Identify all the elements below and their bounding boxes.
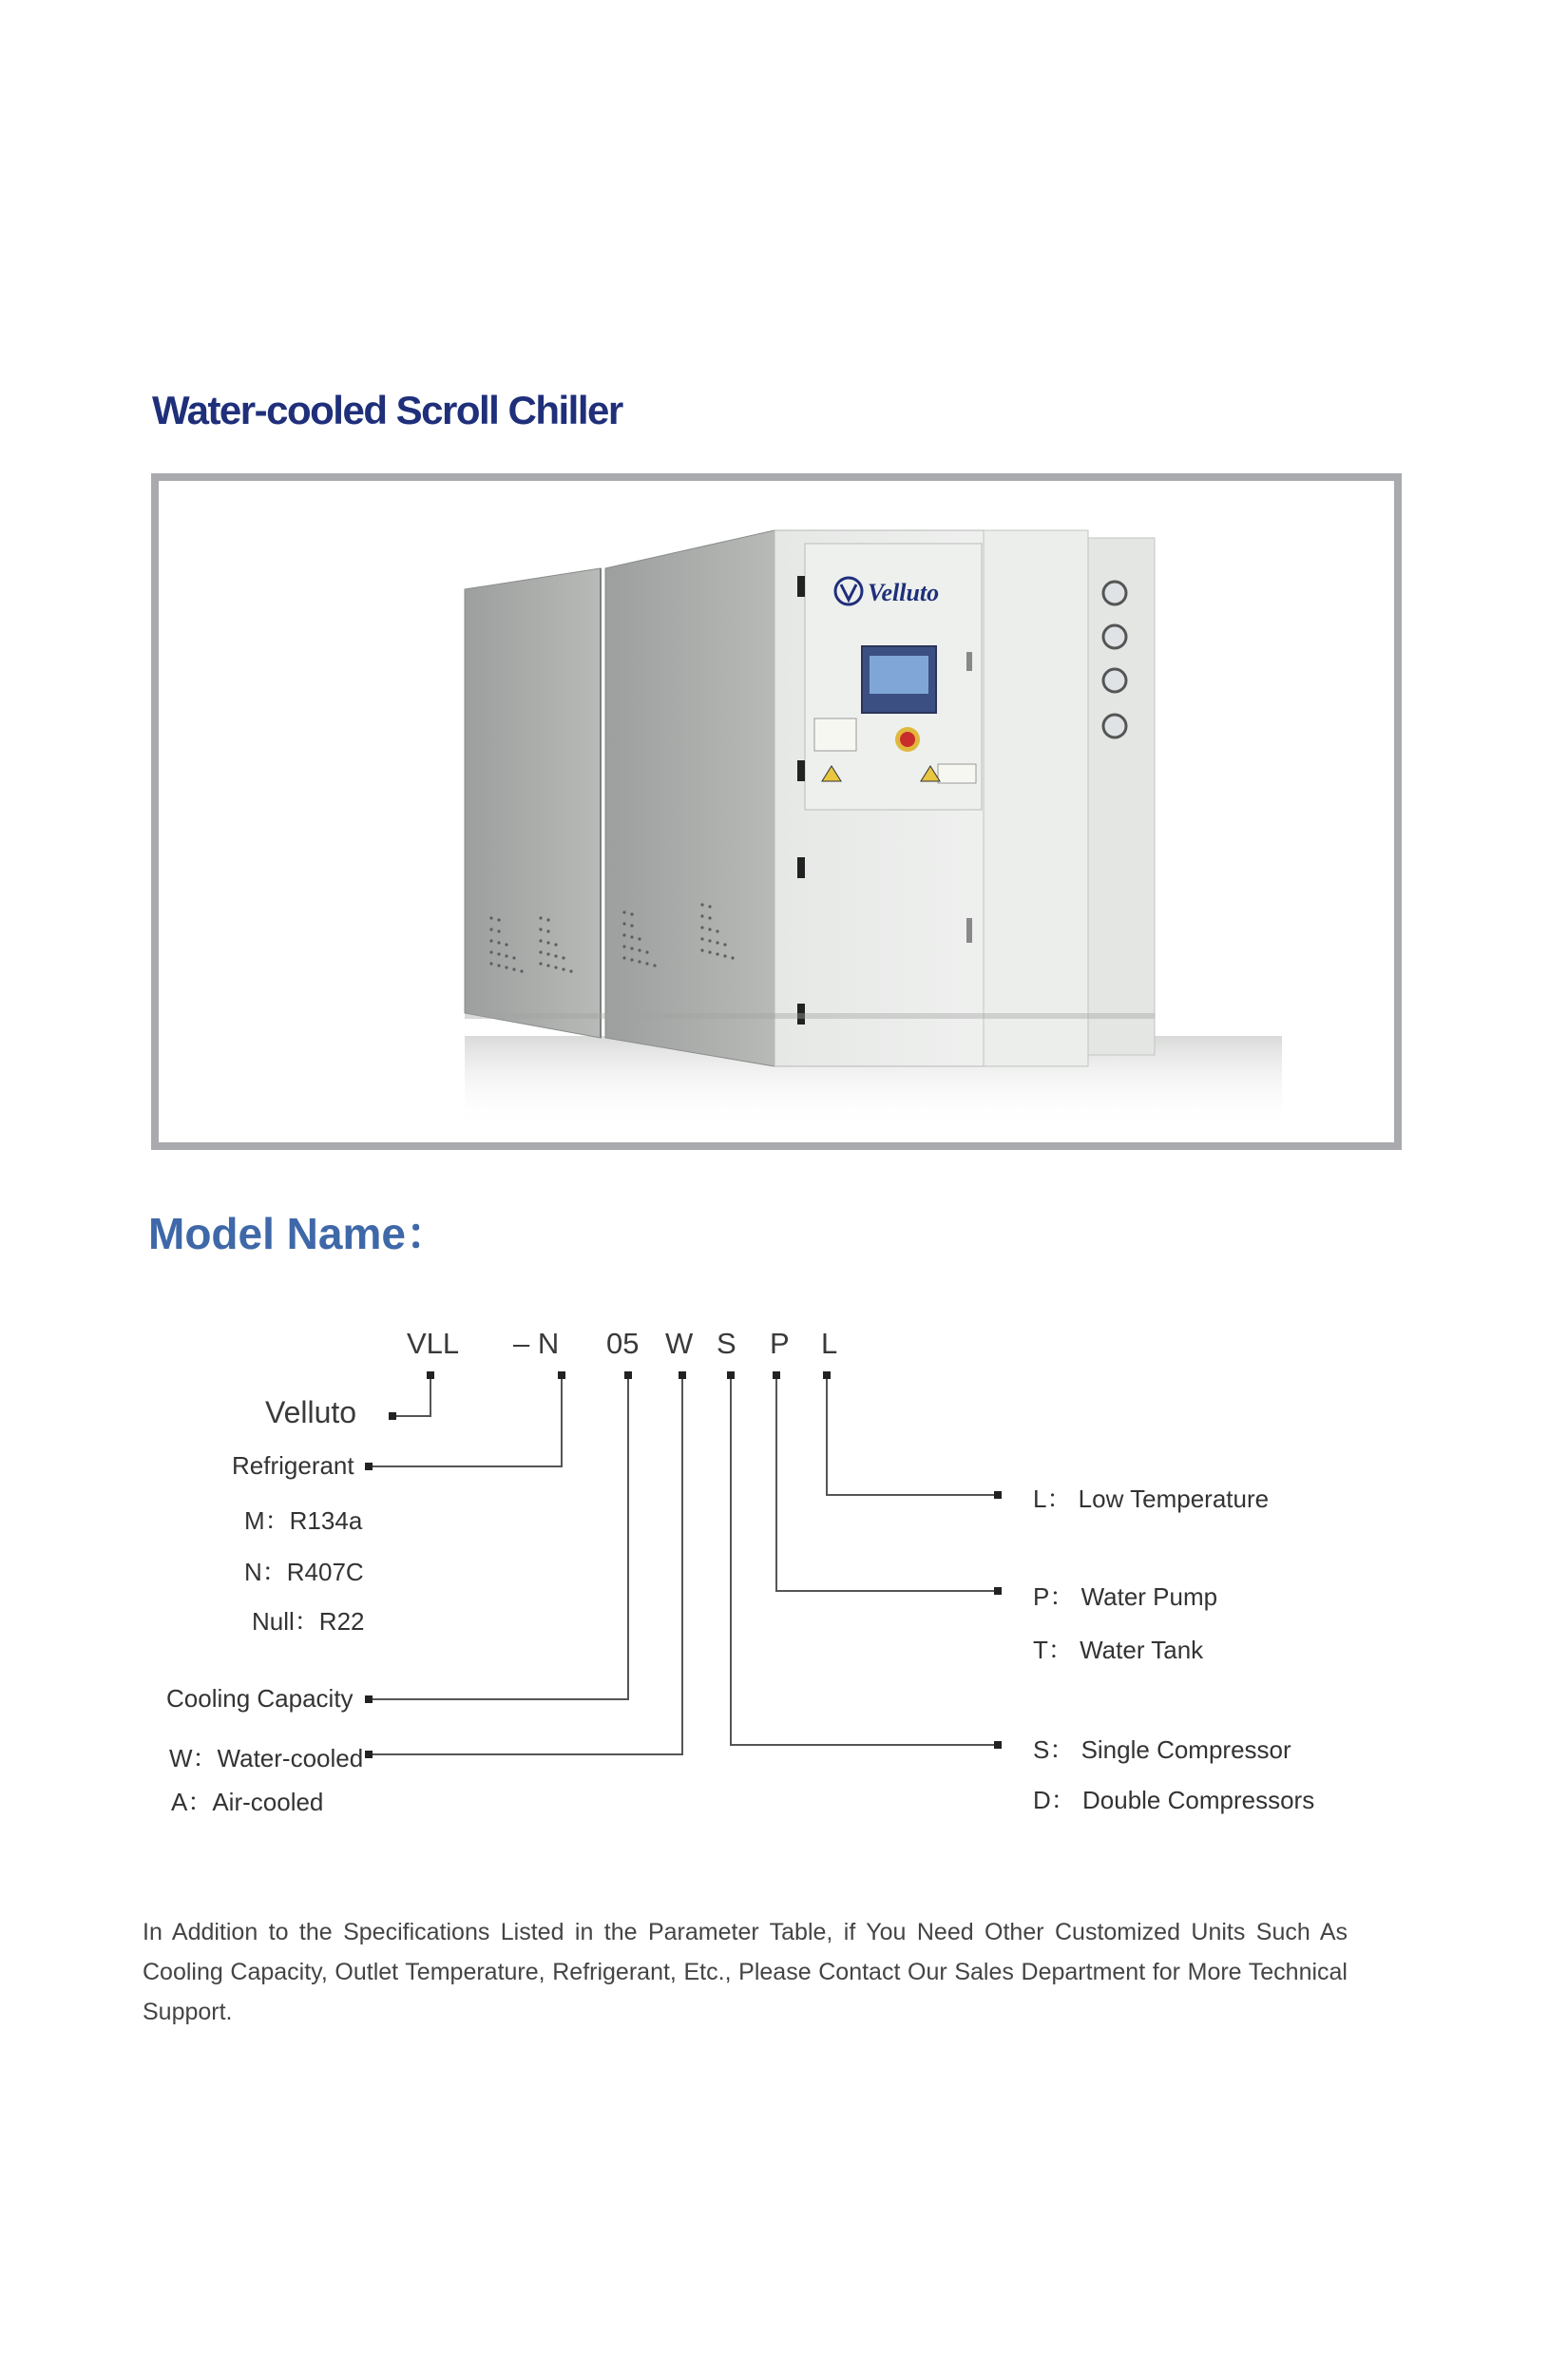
label-air-cooled: A：Air-cooled	[171, 1788, 324, 1816]
code-s: S	[717, 1327, 736, 1360]
code-n: – N	[513, 1327, 560, 1360]
label-cooling-capacity: Cooling Capacity	[166, 1684, 354, 1713]
page-title: Water-cooled Scroll Chiller	[152, 388, 622, 432]
label-r407c: N：R407C	[244, 1558, 364, 1586]
label-water-pump: P： Water Pump	[1033, 1582, 1218, 1611]
label-low-temperature: L： Low Temperature	[1033, 1484, 1270, 1513]
code-p: P	[770, 1327, 790, 1360]
code-l: L	[821, 1327, 838, 1360]
label-double-compressors: D： Double Compressors	[1033, 1786, 1315, 1814]
label-refrigerant: Refrigerant	[232, 1451, 354, 1480]
label-water-tank: T： Water Tank	[1033, 1636, 1204, 1664]
customization-note: In Addition to the Specifications Listed in the Parameter Table, if You Need Other Customized Units Such As Cooling Capacity, Outlet Temperature, Refrigerant, Etc., Please Contact Our Sales Department for More Technical Support.	[143, 1919, 1348, 2025]
label-r22: Null：R22	[252, 1607, 365, 1636]
label-water-cooled: W：Water-cooled	[169, 1744, 364, 1772]
label-single-compressor: S： Single Compressor	[1033, 1735, 1291, 1764]
label-velluto: Velluto	[265, 1395, 357, 1429]
code-vll: VLL	[407, 1327, 460, 1360]
label-r134a: M：R134a	[244, 1506, 363, 1535]
code-w: W	[665, 1327, 694, 1360]
brand-logo: Velluto	[868, 579, 940, 606]
model-name-heading: Model Name：	[148, 1209, 449, 1258]
code-05: 05	[606, 1327, 640, 1360]
